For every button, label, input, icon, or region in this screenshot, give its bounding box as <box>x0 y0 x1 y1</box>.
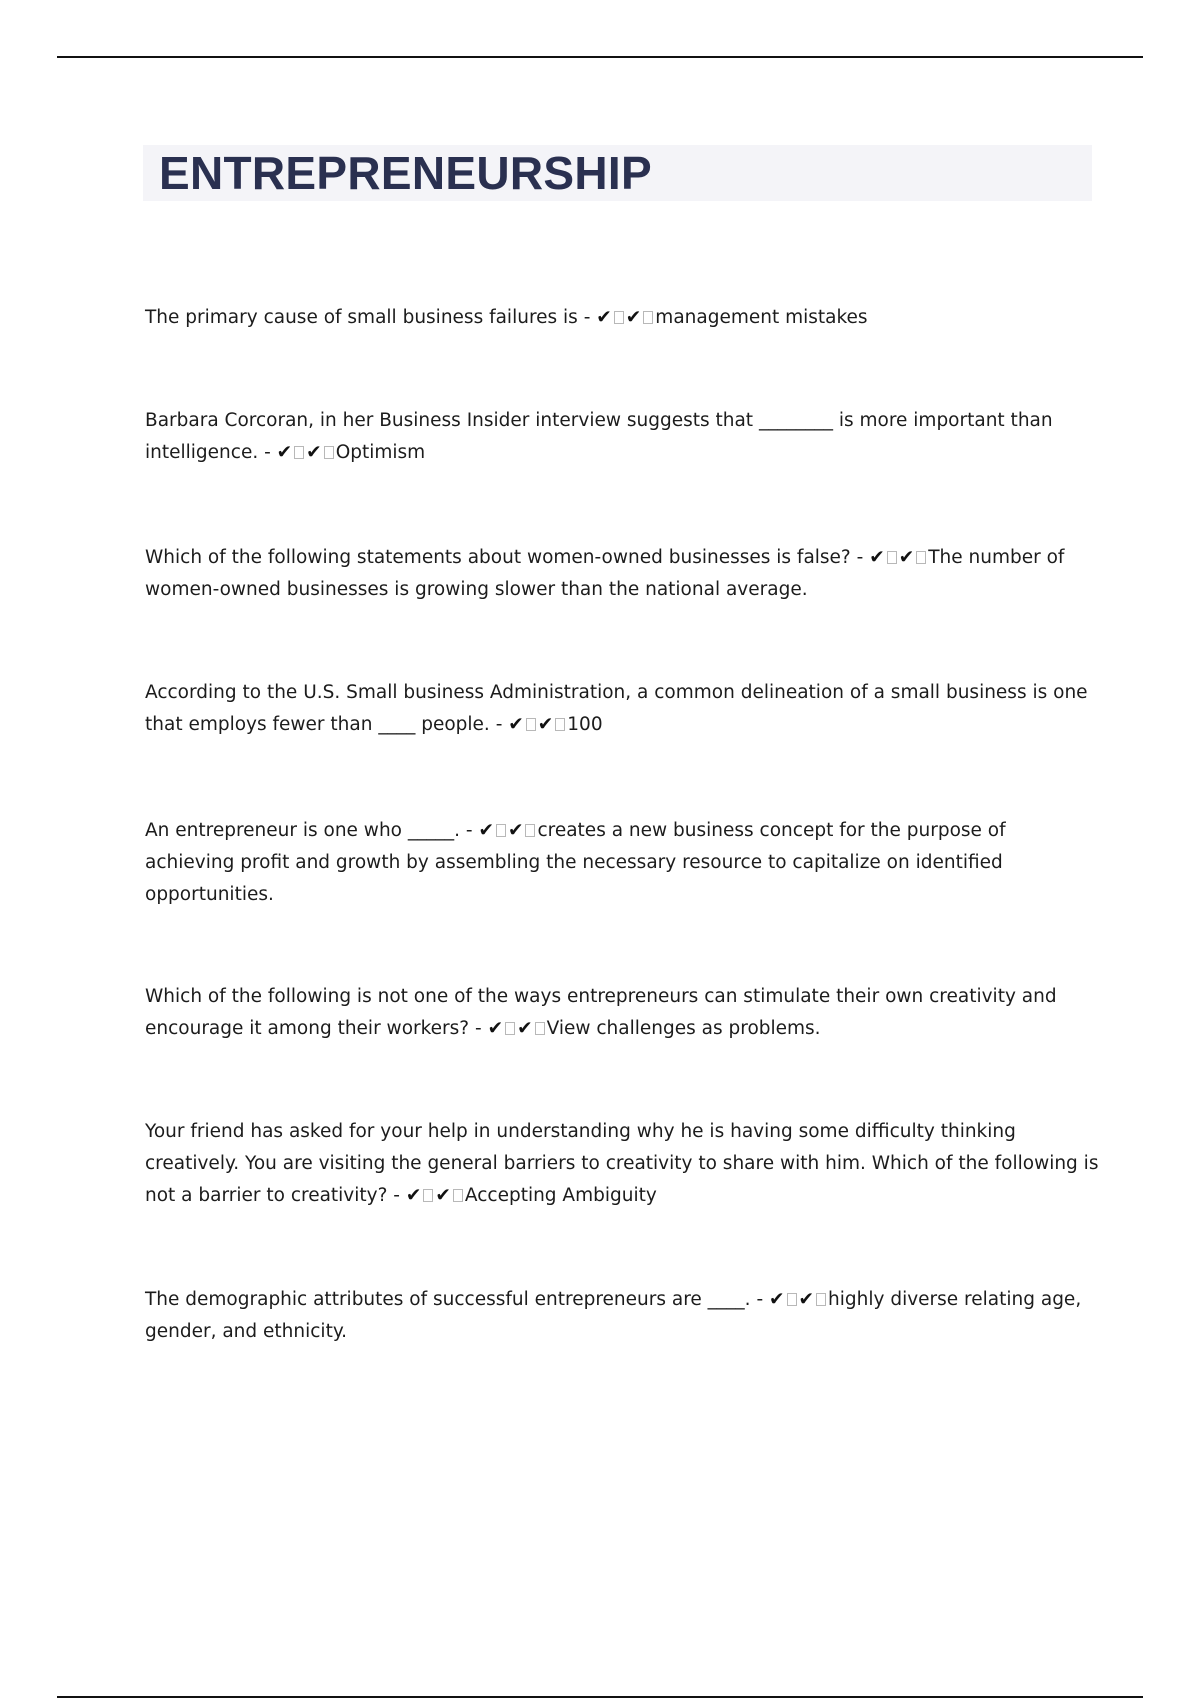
question-text: An entrepreneur is one who _____. <box>145 820 460 841</box>
answer-text: Optimism <box>335 442 426 463</box>
separator: - <box>387 1185 406 1206</box>
box-icon <box>916 551 926 564</box>
qa-item <box>145 405 1100 469</box>
box-icon <box>525 824 535 837</box>
check-icon: ✔ <box>276 442 293 463</box>
separator: - <box>489 714 509 735</box>
check-icon: ✔ <box>405 1185 422 1206</box>
check-icon: ✔ <box>869 547 885 568</box>
check-icon: ✔ <box>596 307 612 328</box>
box-icon <box>535 1022 545 1035</box>
question-text: Which of the following statements about women-owned businesses is false? <box>145 547 851 568</box>
check-icon: ✔ <box>517 1018 533 1039</box>
separator: - <box>750 1289 769 1310</box>
box-icon <box>294 446 304 459</box>
box-icon <box>643 311 653 324</box>
answer-text: creates a new business concept for the purpose of achieving profit and growth by assembling the necessary resource to capitalize on identified opportunities. <box>145 820 1006 905</box>
check-icon: ✔ <box>487 1018 504 1039</box>
question-text: Your friend has asked for your help in understanding why he is having some difficulty thinking creatively. You are visiting the general barriers to creativity to share with him. Which of the following is not a barrier to creativity? <box>145 1121 1099 1206</box>
answer-text: Accepting Ambiguity <box>464 1185 657 1206</box>
qa-item <box>145 1116 1100 1212</box>
box-icon <box>324 446 334 459</box>
separator: - <box>577 307 597 328</box>
check-icon: ✔ <box>898 547 915 568</box>
qa-item <box>145 542 1100 606</box>
check-icon: ✔ <box>798 1289 815 1310</box>
answer-text: The number of women-owned businesses is growing slower than the national average. <box>145 547 1065 600</box>
separator: - <box>258 442 277 463</box>
check-icon: ✔ <box>769 1289 785 1310</box>
qa-item <box>145 815 1100 911</box>
box-icon <box>887 551 897 564</box>
qa-item <box>145 302 1100 334</box>
answer-text: highly diverse relating age, gender, and ethnicity. <box>145 1289 1082 1342</box>
check-icon: ✔ <box>306 442 322 463</box>
bottom-rule <box>57 1696 1143 1698</box>
separator: - <box>469 1018 488 1039</box>
question-text: According to the U.S. Small business Administration, a common delineation of a small business is one that employs fewer than ____ people. <box>145 682 1088 735</box>
top-rule <box>57 56 1143 58</box>
check-icon: ✔ <box>435 1185 451 1206</box>
answer-text: View challenges as problems. <box>546 1018 821 1039</box>
answer-text: 100 <box>567 714 603 735</box>
answer-text: management mistakes <box>655 307 868 328</box>
qa-item <box>145 1284 1100 1348</box>
check-icon: ✔ <box>537 714 554 735</box>
separator: - <box>460 820 479 841</box>
qa-item <box>145 981 1100 1045</box>
question-text: Which of the following is not one of the ways entrepreneurs can stimulate their own creativity and encourage it among their workers? <box>145 986 1057 1039</box>
box-icon <box>505 1022 515 1035</box>
box-icon <box>816 1293 826 1306</box>
check-icon: ✔ <box>507 820 524 841</box>
box-icon <box>453 1189 463 1202</box>
question-text: The primary cause of small business failures is <box>145 307 578 328</box>
check-icon: ✔ <box>508 714 524 735</box>
question-text: Barbara Corcoran, in her Business Insider interview suggests that ________ is more important than intelligence. <box>145 410 1053 463</box>
check-icon: ✔ <box>478 820 494 841</box>
check-icon: ✔ <box>625 307 642 328</box>
box-icon <box>555 718 565 731</box>
title-banner <box>143 145 1092 201</box>
box-icon <box>423 1189 433 1202</box>
box-icon <box>614 311 624 324</box>
separator: - <box>850 547 870 568</box>
box-icon <box>496 824 506 837</box>
document-title: ENTREPRENEURSHIP <box>159 147 652 199</box>
question-text: The demographic attributes of successful entrepreneurs are ____. <box>145 1289 751 1310</box>
box-icon <box>526 718 536 731</box>
box-icon <box>787 1293 797 1306</box>
qa-item <box>145 677 1100 741</box>
